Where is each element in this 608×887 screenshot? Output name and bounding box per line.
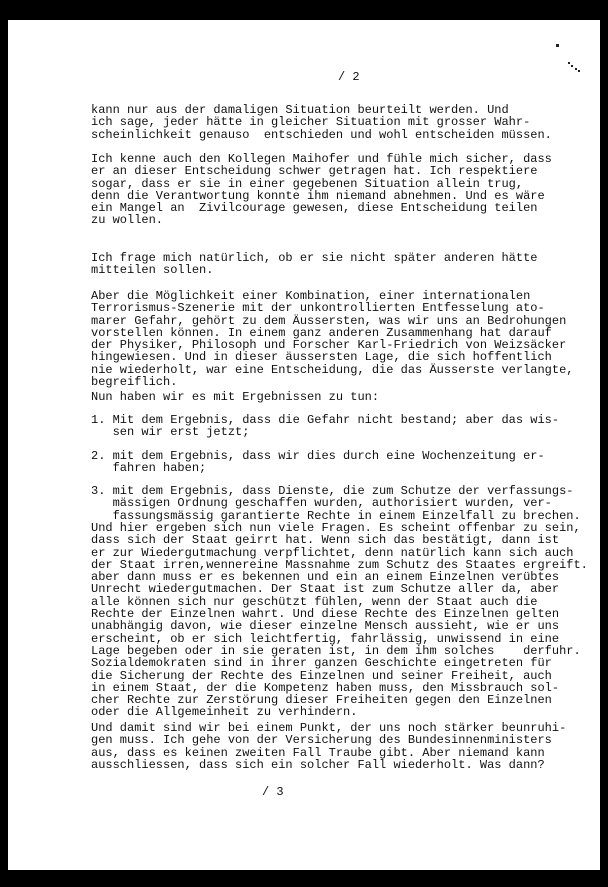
- text-line: er an dieser Entscheidung schwer getragen hat. Ich respektiere: [91, 164, 538, 179]
- text-line: cher Rechte zur Zerstörung dieser Freiheiten gegen den Einzelnen: [91, 693, 552, 708]
- text-line: Aber die Möglichkeit einer Kombination, einer internationalen: [91, 289, 531, 303]
- paragraph: [91, 522, 588, 719]
- text-line: 1. Mit dem Ergebnis, dass die Gefahr nicht bestand; aber das wis-: [91, 413, 560, 427]
- text-line: in einem Staat, der die Kompetenz haben muss, den Missbrauch sol-: [91, 680, 560, 695]
- paragraph: [91, 104, 552, 141]
- text-line: fahren haben;: [91, 461, 207, 476]
- text-line: vorstellen können. In einem ganz anderen Zusammenhang hat darauf: [91, 325, 552, 340]
- text-line: ein Mangel an Zivilcourage gewesen, diese Entscheidung teilen: [91, 201, 538, 216]
- text-line: der Physiker, Philosoph und Forscher Karl-Friedrich von Weizsäcker: [91, 338, 567, 353]
- text-line: Nun haben wir es mit Ergebnissen zu tun:: [91, 390, 380, 404]
- paragraph: [91, 252, 537, 277]
- text-line: 2. mit dem Ergebnis, dass wir dies durch eine Wochenzeitung er-: [91, 449, 545, 463]
- text-line: kann nur aus der damaligen Situation beurteilt werden. Und: [91, 103, 509, 117]
- text-line: Unrecht wiedergutmachen. Der Staat ist zum Schutze aller da, aber: [91, 582, 560, 597]
- text-line: 3. mit dem Ergebnis, dass Dienste, die zum Schutze der verfassungs-: [91, 484, 574, 498]
- scan-speck: [568, 62, 570, 64]
- text-line: unabhängig davon, wie dieser einzelne Mensch aussieht, wie er uns: [91, 619, 560, 634]
- text-line: aber dann muss er es bekennen und ein an einem Einzelnen verübtes: [91, 570, 560, 585]
- scan-speck: [571, 65, 573, 67]
- header-page-number: / 2: [338, 70, 360, 84]
- text-line: ausschliessen, dass sich ein solcher Fall wiederholt. Was dann?: [91, 757, 545, 772]
- text-line: alle können sich nur geschützt fühlen, wenn der Staat auch die: [91, 594, 538, 609]
- text-line: Lage begeben oder in sie geraten ist, in dem ihm solches derfuhr.: [91, 643, 581, 658]
- paragraph: [91, 153, 552, 227]
- text-line: zu wollen.: [91, 213, 164, 228]
- text-line: Terrorismus-Szenerie mit der unkontrollierten Entfesselung ato-: [91, 301, 545, 316]
- text-line: Rechte der Einzelnen wahrt. Und diese Rechte des Einzelnen gelten: [91, 607, 560, 622]
- text-line: begreiflich.: [91, 375, 178, 390]
- text-line: Ich frage mich natürlich, ob er sie nicht später anderen hätte: [91, 251, 538, 265]
- list-item: [91, 450, 545, 475]
- text-line: oder die Allgemeinheit zu verhindern.: [91, 705, 358, 720]
- text-line: mitteilen sollen.: [91, 263, 214, 278]
- text-line: hingewiesen. Und in dieser äussersten Lage, die sich hoffentlich: [91, 350, 552, 365]
- text-line: ich sage, jeder hätte in gleicher Situation mit grosser Wahr-: [91, 115, 531, 130]
- paragraph: [91, 391, 379, 403]
- text-line: Ich kenne auch den Kollegen Maihofer und fühle mich sicher, dass: [91, 152, 552, 166]
- text-line: aus, dass es keinen zweiten Fall Traube gibt. Aber niemand kann: [91, 745, 545, 760]
- scan-speck: [578, 70, 580, 72]
- list-item: [91, 485, 581, 522]
- text-line: fassungsmässig garantierte Rechte in einem Einzelfall zu brechen.: [91, 508, 581, 523]
- text-line: die Sicherung der Rechte des Einzelnen und seiner Freiheit, auch: [91, 668, 552, 683]
- text-line: der Staat irren,wennereine Massnahme zum Schutz des Staates ergreift.: [91, 557, 588, 572]
- text-line: sen wir erst jetzt;: [91, 425, 250, 440]
- text-line: Und damit sind wir bei einem Punkt, der uns noch stärker beunruhi-: [91, 721, 567, 735]
- text-line: sogar, dass er sie in einer gegebenen Situation allein trug,: [91, 176, 524, 191]
- text-line: Sozialdemokraten sind in ihrer ganzen Geschichte eingetreten für: [91, 656, 552, 671]
- text-line: dass sich der Staat geirrt hat. Wenn sich das bestätigt, dann ist: [91, 533, 560, 548]
- paragraph: [91, 722, 566, 771]
- list-item: [91, 414, 559, 439]
- text-line: denn die Verantwortung konnte ihm niemand abnehmen. Und es wäre: [91, 188, 545, 203]
- scan-speck: [556, 44, 559, 47]
- scan-speck: [575, 68, 577, 70]
- paragraph: [91, 290, 573, 388]
- text-line: mässigen Ordnung geschaffen wurden, authorisiert wurden, ver-: [91, 496, 552, 511]
- text-line: erscheint, ob er sich leichtfertig, fahrlässig, unwissend in eine: [91, 631, 560, 646]
- text-line: scheinlichkeit genauso entschieden und wohl entscheiden müssen.: [91, 127, 552, 142]
- text-line: Und hier ergeben sich nun viele Fragen. Es scheint offenbar zu sein,: [91, 521, 581, 535]
- text-line: marer Gefahr, gehört zu dem Äussersten, was wir uns an Bedrohungen: [91, 313, 567, 328]
- text-line: nie wiederholt, war eine Entscheidung, die das Äusserste verlangte,: [91, 362, 574, 377]
- footer-page-number: / 3: [262, 785, 284, 799]
- text-line: er zur Wiedergutmachung verpflichtet, denn natürlich kann sich auch: [91, 545, 574, 560]
- text-line: gen muss. Ich gehe von der Versicherung des Bundesinnenministers: [91, 733, 552, 748]
